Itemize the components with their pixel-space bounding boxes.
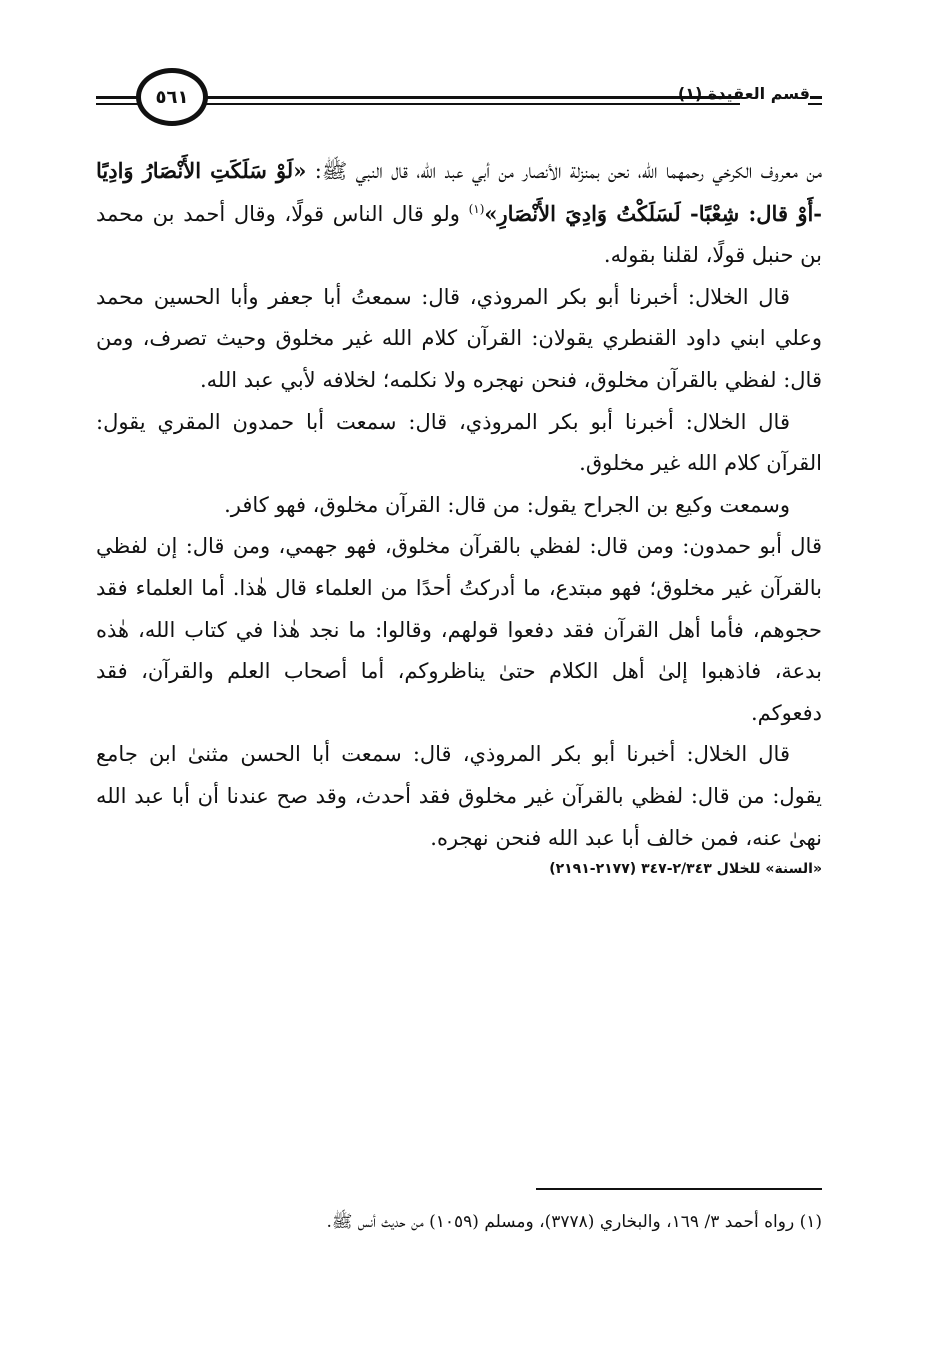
- paragraph-text: من معروف الكرخي رحمهما الله، نحن بمنزلة الأنصار من أبي عبد الله، قال النبي ﷺ:: [306, 159, 822, 183]
- footnote-text: رواه أحمد ٣/ ١٦٩، والبخاري (٣٧٧٨)، ومسلم (١٠٥٩) من حديث أنس ﷺ.: [326, 1212, 795, 1232]
- footnote: [96, 1208, 822, 1236]
- paragraph: قال الخلال: أخبرنا أبو بكر المروذي، قال: سمعت أبا حمدون المقري يقول: القرآن كلام الله غير مخلوق.: [96, 409, 822, 476]
- footnote-separator: [536, 1188, 822, 1190]
- header-rule-right: [808, 96, 822, 105]
- section-title: قسم العقيدة (١): [677, 84, 810, 103]
- main-text: [96, 150, 822, 883]
- footnote-reference[interactable]: (١): [468, 201, 485, 216]
- header-rule-middle: [204, 96, 740, 105]
- paragraph: قال أبو حمدون: ومن قال: لفظي بالقرآن مخلوق، فهو جهمي، ومن قال: إن لفظي بالقرآن غير مخلوق؛ فهو مبتدع، ما أدركتُ أحدًا من العلماء قال هٰذا. أما العلماء فقد حجوهم، فأما أهل القرآن فقد دفعوا قولهم، وقالوا: ما نجد هٰذا في كتاب الله، هٰذه بدعة، فاذهبوا إلىٰ أهل الكلام حتىٰ يناظروكم، أما أصحاب العلم والقرآن، فقد دفعوكم.: [96, 534, 822, 725]
- hadith-quote: «لَوْ سَلَكَتِ الأَنْصَارُ وَادِيًا -أَوْ قال: شِعْبًا- لَسَلَكْتُ وَادِيَ الأَنْصَارِ»: [96, 158, 823, 226]
- paragraph: قال الخلال: أخبرنا أبو بكر المروذي، قال: سمعت أبا الحسن مثنىٰ ابن جامع يقول: من قال: لفظي بالقرآن غير مخلوق فقد أحدث، وقد صح عندنا أن أبا عبد الله نهىٰ عنه، فمن خالف أبا عبد الله فنحن نهجره.: [96, 742, 822, 850]
- paragraph-text: ولو قال الناس قولًا، وقال أحمد بن محمد بن حنبل قولًا، لقلنا بقوله.: [96, 201, 822, 268]
- running-header: [96, 68, 822, 128]
- source-reference: «السنة» للخلال ٢/٣٤٣-٣٤٧ (٢١٧٧-٢١٩١): [549, 861, 822, 878]
- page-number-ornament: [136, 68, 208, 126]
- paragraph: [96, 150, 822, 277]
- paragraph: قال الخلال: أخبرنا أبو بكر المروذي، قال: سمعتُ أبا جعفر وأبا الحسين محمد وعلي ابني داود القنطري يقولان: القرآن كلام الله غير مخلوق وحيث تصرف، ومن قال: لفظي بالقرآن مخلوق، فنحن نهجره ولا نكلمه؛ لخلافه لأبي عبد الله.: [96, 284, 822, 392]
- footnote-marker: (١): [799, 1212, 822, 1232]
- page-number: ٥٦١: [155, 86, 189, 108]
- paragraph: وسمعت وكيع بن الجراح يقول: من قال: القرآن مخلوق، فهو كافر.: [224, 492, 790, 517]
